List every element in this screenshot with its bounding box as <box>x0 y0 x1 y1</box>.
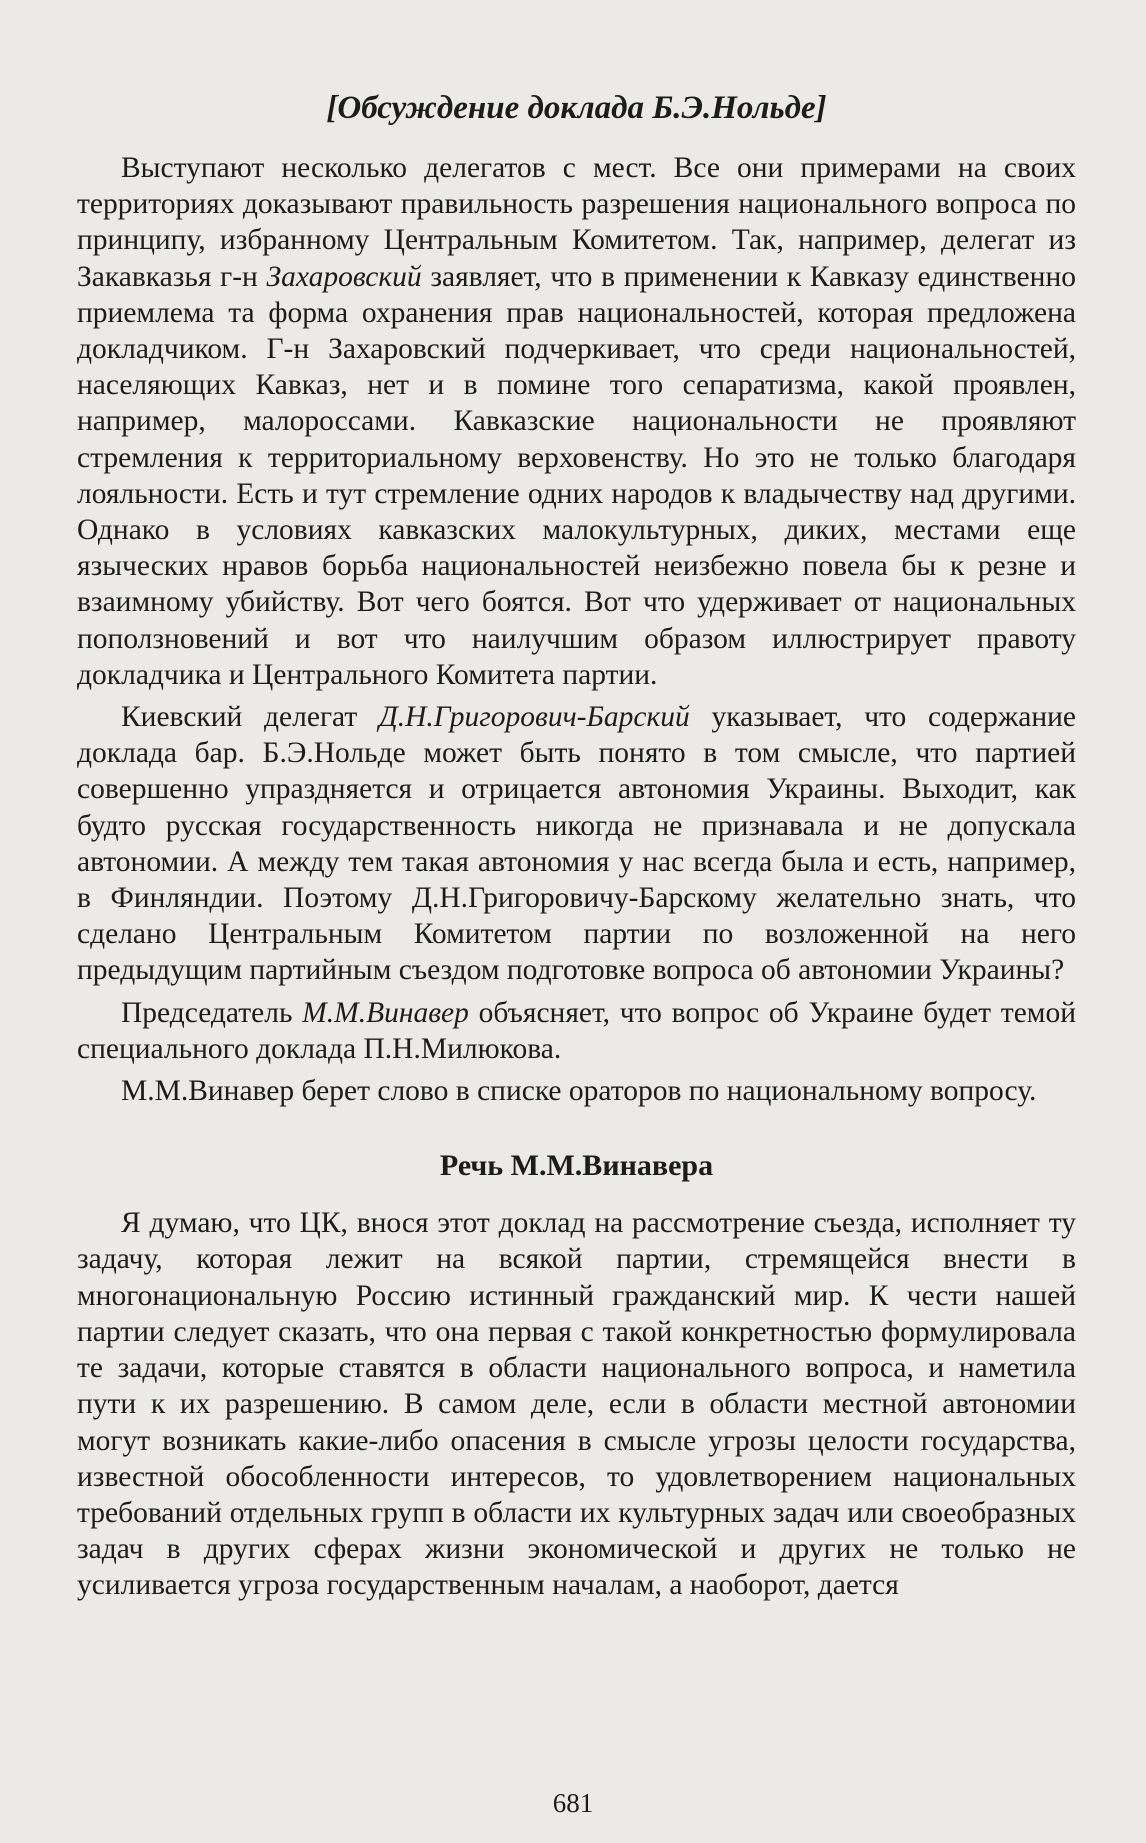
speech-title: Речь М.М.Винавера <box>439 1149 714 1183</box>
paragraph-kiev-delegate <box>77 699 1076 989</box>
paragraph-text: объясняет, что вопрос об Украине будет темой специального доклада П.Н.Милюкова. <box>77 996 1076 1065</box>
paragraph-text: Киевский делегат <box>121 701 379 734</box>
speaker-name: М.М.Винавер <box>302 996 469 1029</box>
page-number: 681 <box>552 1788 594 1818</box>
paragraph-vinaver-speaks: М.М.Винавер берет слово в списке ораторов по национальному вопросу. <box>121 1075 1037 1108</box>
speaker-name: Д.Н.Григорович-Барский <box>378 701 690 734</box>
speaker-name: Захаровский <box>266 260 422 293</box>
paragraph-chairman <box>77 995 1076 1067</box>
paragraph-speech: Я думаю, что ЦК, внося этот доклад на рассмотрение съезда, исполняет ту задачу, которая лежит на всякой партии, стремящейся внести в многонациональную Россию истинный гражданский мир. К чести нашей партии следует сказать, что она первая с такой конкретностью формулировала те задачи, которые ставятся в области национального вопроса, и наметила пути к их разрешению. В самом деле, если в области местной автономии могут возникать какие-либо опасения в смысле угрозы целости государства, известной обособленности интересов, то удовлетворением национальных требований отдельных групп в области их культурных задач или своеобразных задач в других сферах жизни экономической и других не только не усиливается угроза государственным началам, а наоборот, дается <box>77 1207 1076 1602</box>
paragraph-text: заявляет, что в применении к Кавказу единственно приемлема та форма охранения прав национальностей, которая предложена докладчиком. Г-н Захаровский подчеркивает, что среди национальностей, населяющих Кавказ, нет и в помине того сепаратизма, какой проявлен, например, малороссами. Кавказские национальности не проявляют стремления к территориальному верховенству. Но это не только благодаря лояльности. Есть и тут стремление одних народов к владычеству над другими. Однако в условиях кавказских малокультурных, диких, местами еще языческих нравов борьба национальностей неизбежно повела бы к резне и взаимному убийству. Вот чего боятся. Вот что удерживает от национальных поползновений и вот что наилучшим образом иллюстрирует правоту докладчика и Центрального Комитета партии. <box>77 260 1076 691</box>
paragraph-text: Председатель <box>121 996 303 1029</box>
paragraph-text: указывает, что содержание доклада бар. Б.Э.Нольде может быть понято в том смысле, что партией совершенно упраздняется и отрицается автономия Украины. Выходит, как будто русская государственность никогда не признавала и не допускала автономии. А между тем такая автономия у нас всегда была и есть, например, в Финляндии. Поэтому Д.Н.Григоровичу-Барскому желательно знать, что сделано Центральным Комитетом партии по возложенной на него предыдущим партийным съездом подготовке вопроса об автономии Украины? <box>77 701 1076 987</box>
paragraph-delegates <box>77 150 1076 693</box>
section-heading: [Обсуждение доклада Б.Э.Нольде] <box>326 90 827 126</box>
paragraph-text: Выступают несколько делегатов с мест. Все они примерами на своих территориях доказывают правильность разрешения национального вопроса по принципу, избранному Центральным Комитетом. Так, например, делегат из Закавказья г-н <box>77 152 1076 293</box>
